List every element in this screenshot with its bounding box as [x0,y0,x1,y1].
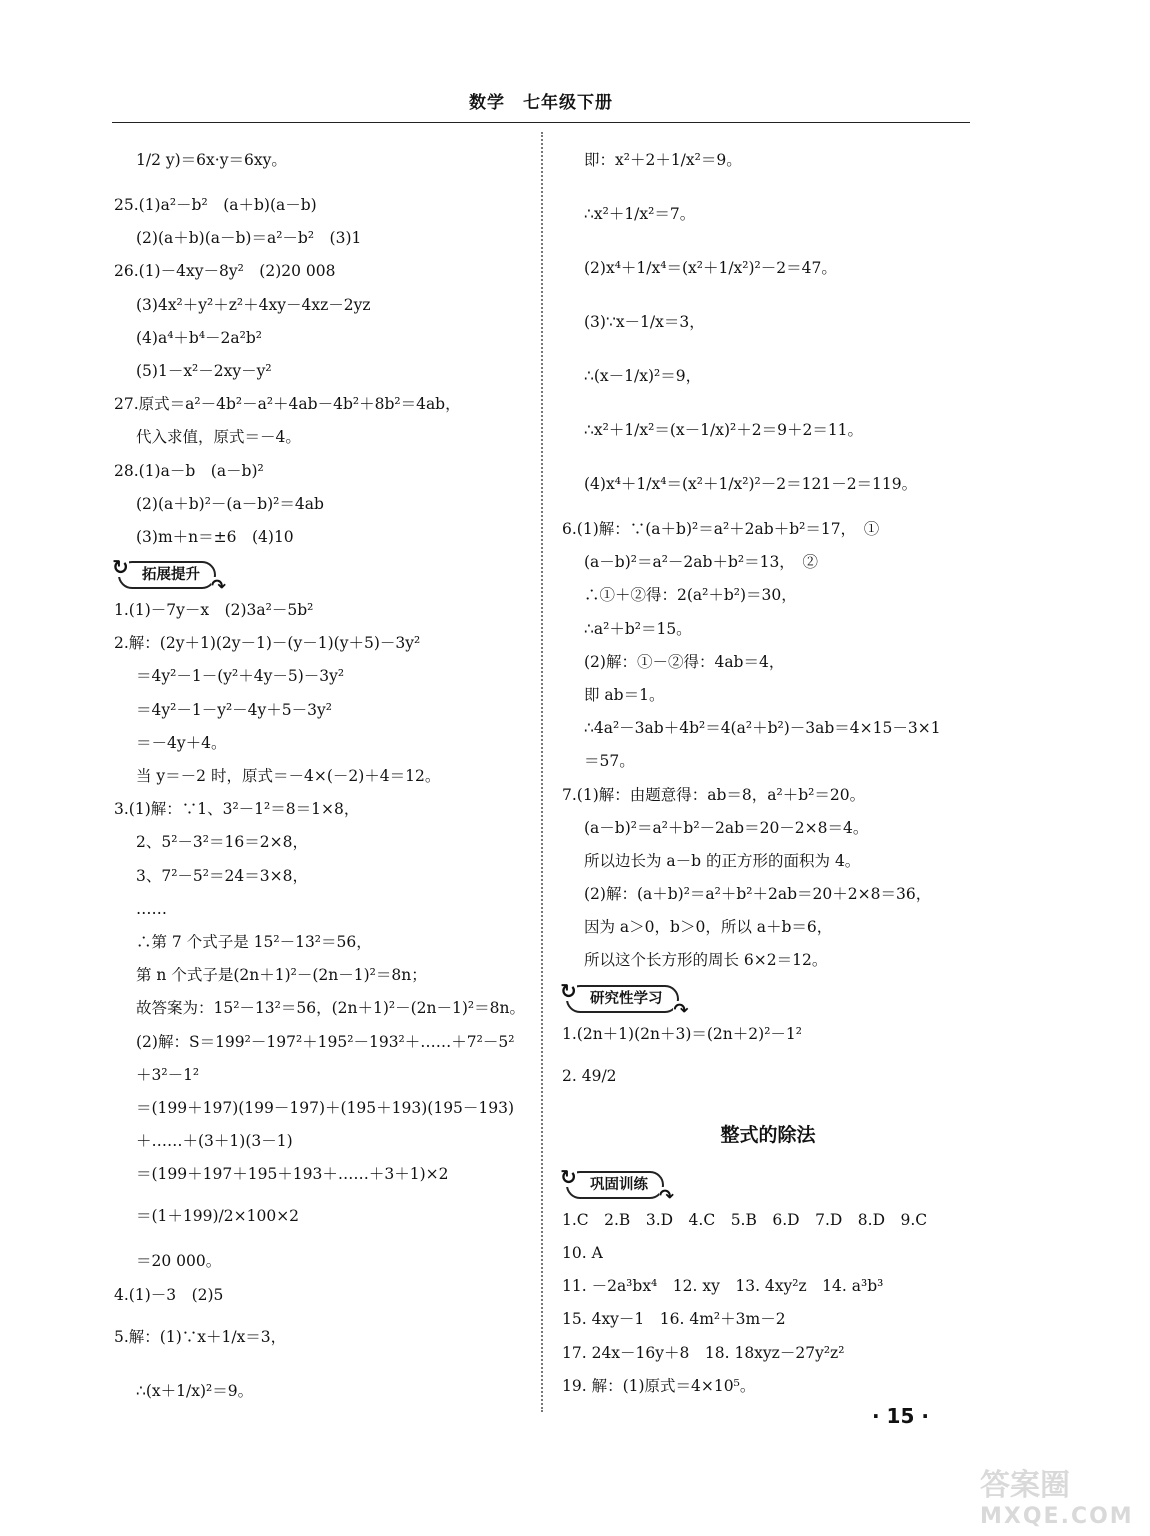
answer-line: 故答案为：15²－13²＝56，(2n＋1)²－(2n－1)²＝8n。 [136,999,525,1018]
answer-line: ∴x²＋1/x²＝7。 [584,205,696,223]
answer-line: (2)解：①－②得：4ab＝4， [584,652,785,671]
answer-line: (2)x⁴＋1/x⁴＝(x²＋1/x²)²－2＝47。 [584,259,837,277]
answer-line: ∴x²＋1/x²＝(x－1/x)²＋2＝9＋2＝11。 [584,421,864,439]
answer-line: 3、7²－5²＝24＝3×8， [136,866,308,885]
answer-line: 1.(1)－7y－x (2)3a²－5b² [114,601,314,620]
answer-line: 2.解：(2y＋1)(2y－1)－(y－1)(y＋5)－3y² [114,634,421,653]
answer-line: ∴(x－1/x)²＝9， [584,367,702,385]
answer-line: ＝4y²－1－(y²＋4y－5)－3y² [136,667,345,686]
answer-line: (4)a⁴＋b⁴－2a²b² [136,328,262,347]
answer-line: 25.(1)a²－b² (a＋b)(a－b) [114,196,317,214]
answer-line: 11. －2a³bx⁴ 12. xy 13. 4xy²z 14. a³b³ [562,1277,884,1296]
answer-line: 即：x²＋2＋1/x²＝9。 [584,151,742,169]
answer-line: 2. 49/2 [562,1066,617,1085]
answer-line: 15. 4xy－1 16. 4m²＋3m－2 [562,1310,786,1329]
section-subtitle: 整式的除法 [720,1123,816,1146]
answer-line: ∴4a²－3ab＋4b²＝4(a²＋b²)－3ab＝4×15－3×1 [584,719,941,738]
answer-line: ＝20 000。 [136,1252,222,1271]
answer-line: ＝(199＋197＋195＋193＋……＋3＋1)×2 [136,1165,449,1184]
watermark-line1: 答案圈 [980,1468,1070,1503]
answer-line: 17. 24x－16y＋8 18. 18xyz－27y²z² [562,1343,845,1362]
answer-line: ∴a²＋b²＝15。 [584,619,692,638]
answer-line: 1.(2n＋1)(2n＋3)＝(2n＋2)²－1² [562,1024,802,1043]
page-header: 数学 七年级下册 [469,93,613,113]
answer-line: 27.原式＝a²－4b²－a²＋4ab－4b²＋8b²＝4ab， [114,395,461,414]
answer-line: 即 ab＝1。 [584,685,665,704]
answer-line: (3)∵x－1/x＝3， [584,313,705,331]
answer-line: …… [136,899,167,918]
answer-line: ＋……＋(3＋1)(3－1) [136,1132,293,1151]
answer-line: 所以边长为 a－b 的正方形的面积为 4。 [584,851,861,870]
answer-line: 10. A [562,1244,603,1262]
answer-line: (2)解：(a＋b)²＝a²＋b²＋2ab＝20＋2×8＝36， [584,885,932,904]
answer-line: ∴①＋②得：2(a²＋b²)＝30， [584,586,797,605]
section-tag-research: ↻ 研究性学习 ↷ [566,985,679,1013]
answer-line: 28.(1)a－b (a－b)² [114,461,264,480]
answer-line: 代入求值，原式＝－4。 [136,428,301,447]
answer-line: ＝(1＋199)/2×100×2 [136,1207,300,1226]
answer-line: 2、5²－3²＝16＝2×8， [136,833,308,852]
answer-line: ∴第 7 个式子是 15²－13²＝56， [136,932,372,951]
answer-line: ＝(199＋197)(199－197)＋(195＋193)(195－193) [136,1098,515,1117]
answer-line: ＋3²－1² [136,1065,200,1084]
answers-block-3 [562,140,974,971]
answers-block-2 [114,599,526,1411]
answer-line: (4)x⁴＋1/x⁴＝(x²＋1/x²)²－2＝121－2＝119。 [584,475,918,493]
answer-line: 6.(1)解：∵(a＋b)²＝a²＋2ab＋b²＝17， ① [562,520,880,538]
answer-line: ＝57。 [584,752,635,771]
section-tag-consolidate: ↻ 巩固训练 ↷ [566,1171,664,1199]
answer-line: (a－b)²＝a²＋b²－2ab＝20－2×8＝4。 [584,818,869,837]
answer-line: (3)4x²＋y²＋z²＋4xy－4xz－2yz [136,295,371,314]
answer-line: 3.(1)解：∵1、3²－1²＝8＝1×8， [114,800,360,819]
answer-line: (3)m＋n＝±6 (4)10 [136,527,294,546]
section-tag-expand: ↻ 拓展提升 ↷ [118,561,216,589]
answer-line: (2)(a＋b)²－(a－b)²＝4ab [136,494,324,513]
column-divider [541,132,543,1412]
answer-line: (2)解：S＝199²－197²＋195²－193²＋……＋7²－5² [136,1032,515,1051]
answer-line: (a－b)²＝a²－2ab＋b²＝13， ② [584,553,819,572]
answer-line: 第 n 个式子是(2n＋1)²－(2n－1)²＝8n； [136,966,427,985]
header-rule [112,122,970,123]
answer-line: 因为 a＞0，b＞0，所以 a＋b＝6， [584,918,833,937]
answer-line: (2)(a＋b)(a－b)＝a²－b² (3)1 [136,229,362,248]
answers-block-1 [114,140,526,548]
answer-line: ＝－4y＋4。 [136,733,227,752]
answer-line: 5.解：(1)∵x＋1/x＝3， [114,1327,287,1346]
answer-line: 所以这个长方形的周长 6×2＝12。 [584,951,828,970]
answer-line: (5)1－x²－2xy－y² [136,361,272,380]
answer-line: 1/2 y)＝6x·y＝6xy。 [136,151,287,169]
page-number: · 15 · [872,1404,929,1428]
watermark-logo [980,1460,1140,1530]
answers-block-4 [562,1023,974,1096]
answer-line: 19. 解：(1)原式＝4×10⁵。 [562,1376,756,1395]
answer-line: ∴(x＋1/x)²＝9。 [136,1381,254,1400]
right-column [562,140,974,1408]
left-column [114,140,526,1425]
answer-line: 4.(1)－3 (2)5 [114,1285,224,1304]
answer-line: 7.(1)解：由题意得：ab＝8，a²＋b²＝20。 [562,785,866,804]
answer-line: 当 y＝－2 时，原式＝－4×(－2)＋4＝12。 [136,767,441,785]
answer-line: 1.C 2.B 3.D 4.C 5.B 6.D 7.D 8.D 9.C [562,1210,928,1229]
answer-line: 26.(1)－4xy－8y² (2)20 008 [114,262,336,281]
answer-line: ＝4y²－1－y²－4y＋5－3y² [136,700,332,719]
watermark-line2: MXQE.COM [980,1504,1134,1529]
answers-block-5 [562,1209,974,1397]
